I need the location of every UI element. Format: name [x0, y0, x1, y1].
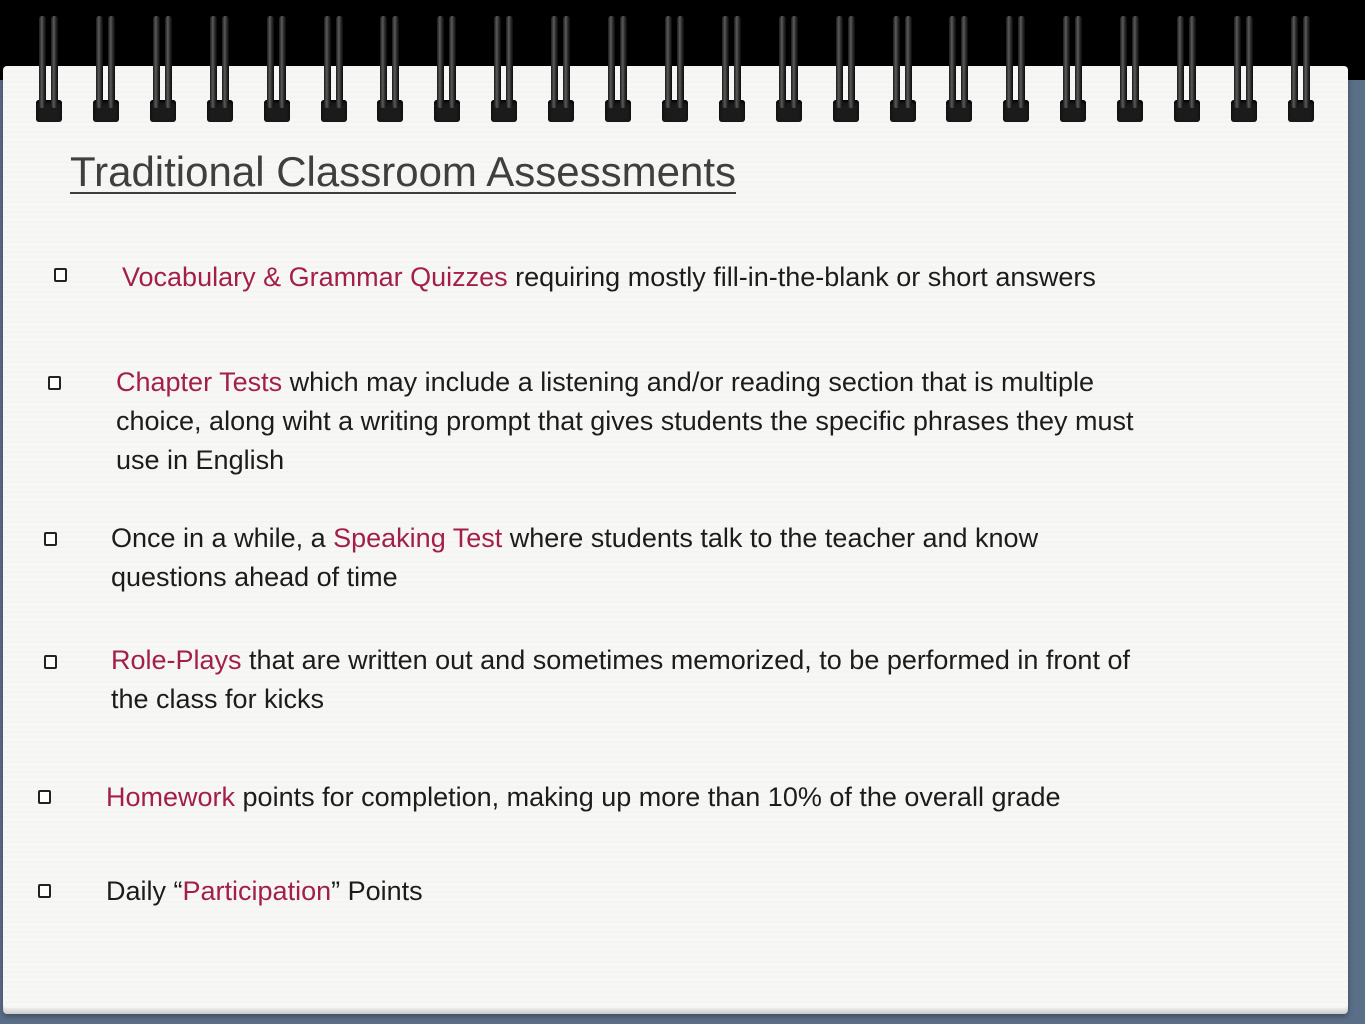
bullet-icon [44, 532, 57, 546]
item-highlight: Vocabulary & Grammar Quizzes [122, 262, 508, 292]
item-text: where students talk to the teacher and know [502, 523, 1039, 553]
spiral-ring-icon [377, 16, 403, 120]
bullet-icon [44, 655, 57, 669]
spiral-ring-icon [434, 16, 460, 120]
item-text: questions ahead of time [111, 562, 398, 592]
spiral-ring-icon [36, 16, 62, 120]
spiral-ring-icon [605, 16, 631, 120]
spiral-ring-icon [321, 16, 347, 120]
item-text: which may include a listening and/or reading section that is multiple [282, 367, 1095, 397]
item-text: that are written out and sometimes memorized, to be performed in front of [241, 645, 1130, 675]
item-text: use in English [116, 445, 285, 475]
spiral-ring-icon [890, 16, 916, 120]
list-item [106, 872, 423, 911]
list-item [111, 519, 1038, 597]
spiral-ring-icon [1060, 16, 1086, 120]
list-item [106, 778, 1061, 817]
item-highlight: Chapter Tests [116, 367, 283, 397]
item-text: requiring mostly fill-in-the-blank or short answers [507, 262, 1096, 292]
item-highlight: Speaking Test [333, 523, 503, 553]
item-text: choice, along wiht a writing prompt that gives students the specific phrases they must [116, 406, 1134, 436]
spiral-ring-icon [150, 16, 176, 120]
list-item [116, 363, 1134, 480]
spiral-ring-icon [1117, 16, 1143, 120]
bullet-icon [38, 884, 51, 898]
item-highlight: Homework [106, 782, 236, 812]
spiral-ring-icon [491, 16, 517, 120]
item-text: the class for kicks [111, 684, 325, 714]
spiral-ring-icon [93, 16, 119, 120]
spiral-ring-icon [833, 16, 859, 120]
spiral-ring-icon [1231, 16, 1257, 120]
spiral-ring-icon [719, 16, 745, 120]
spiral-ring-icon [946, 16, 972, 120]
item-text: ” Points [331, 876, 423, 906]
page-title: Traditional Classroom Assessments [70, 148, 737, 195]
bullet-icon [54, 268, 67, 282]
bullet-icon [48, 376, 61, 390]
spiral-ring-icon [662, 16, 688, 120]
spiral-ring-icon [1003, 16, 1029, 120]
item-highlight: Participation [182, 876, 332, 906]
spiral-ring-icon [548, 16, 574, 120]
spiral-ring-icon [1288, 16, 1314, 120]
spiral-ring-icon [1174, 16, 1200, 120]
spiral-ring-icon [207, 16, 233, 120]
list-item [122, 258, 1096, 297]
spiral-binding [0, 0, 1365, 130]
item-highlight: Role-Plays [111, 645, 242, 675]
item-text: Once in a while, a [111, 523, 334, 553]
item-text: points for completion, making up more than 10% of the overall grade [235, 782, 1061, 812]
item-text: Daily “ [106, 876, 183, 906]
bullet-icon [38, 790, 51, 804]
spiral-ring-icon [264, 16, 290, 120]
list-item [111, 641, 1130, 719]
spiral-ring-icon [776, 16, 802, 120]
